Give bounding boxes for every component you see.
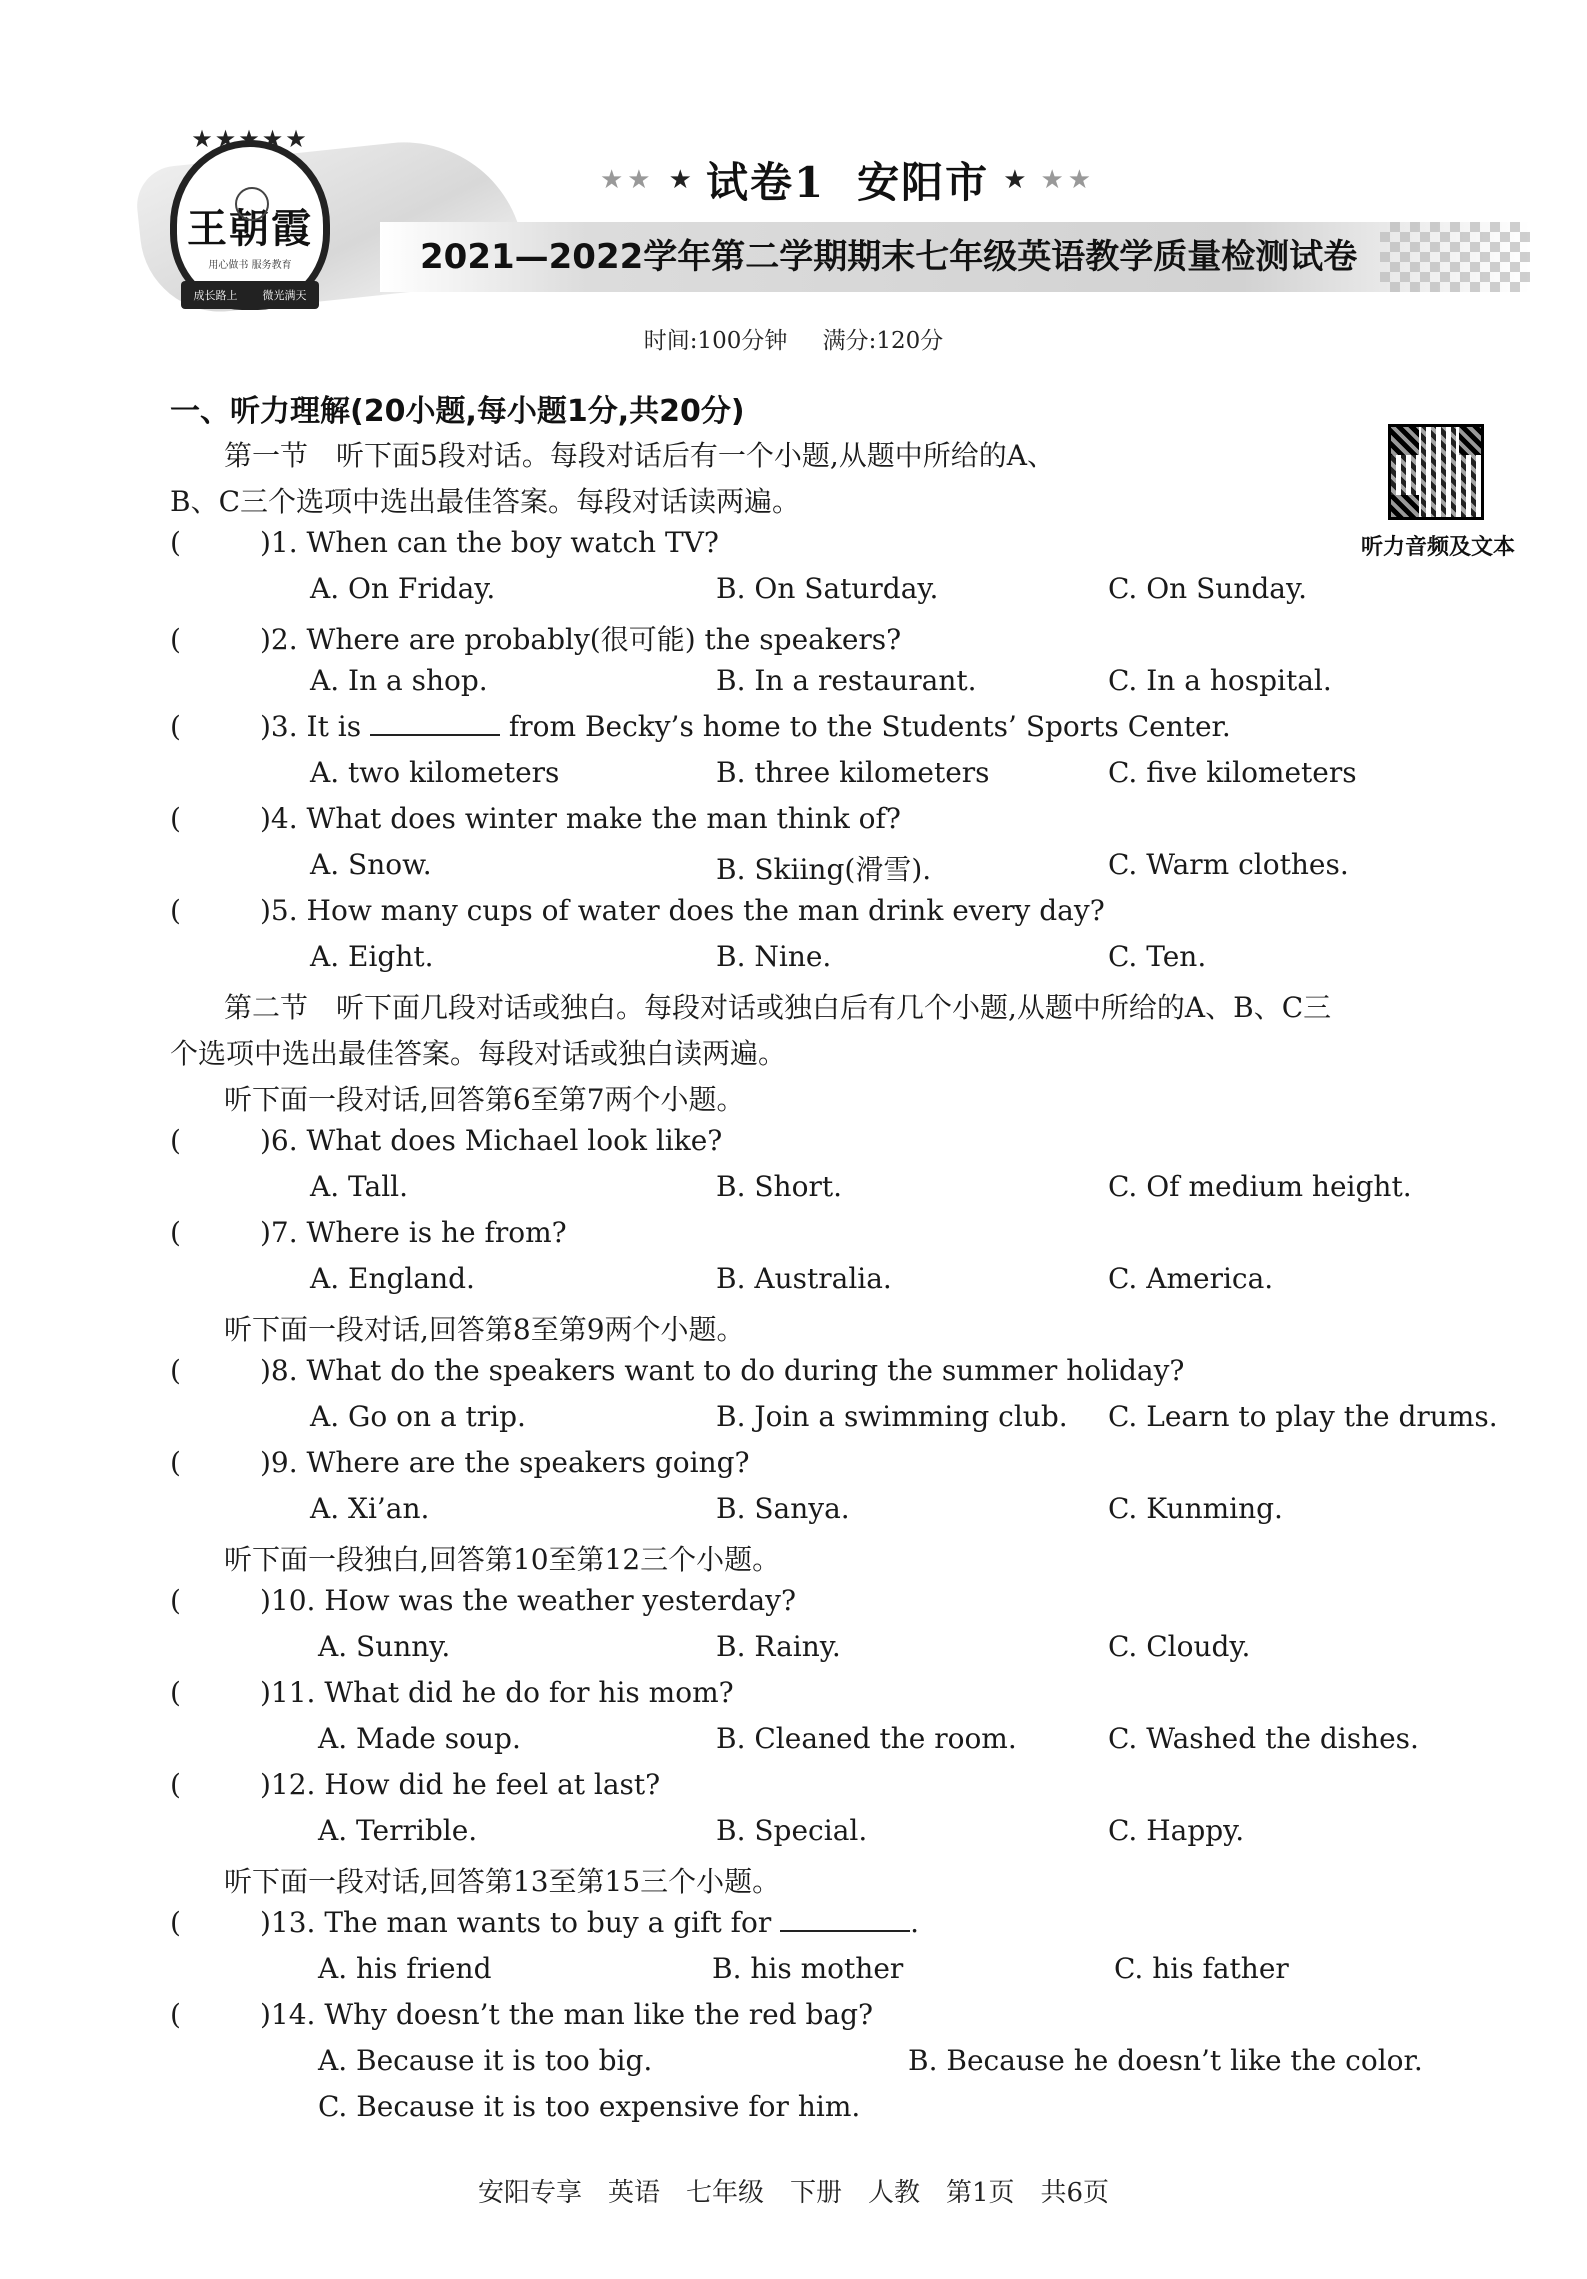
logo-band-left: 成长路上 xyxy=(193,289,238,302)
page-footer: 安阳专享 英语 七年级 下册 人教 第1页 共6页 xyxy=(477,2178,1110,2208)
option-c[interactable]: C. Of medium height. xyxy=(1108,1170,1412,1203)
option-c[interactable]: C. Ten. xyxy=(1108,940,1207,973)
question-6: ( )6. What does Michael look like? xyxy=(170,1124,723,1157)
option-a[interactable]: A. his friend xyxy=(318,1952,492,1985)
question-stem: )12. How did he feel at last? xyxy=(260,1768,661,1801)
answer-blank[interactable] xyxy=(780,1908,910,1932)
exam-city: 安阳市 xyxy=(857,158,990,207)
star-icon-left-dark: ★ xyxy=(668,165,692,195)
exam-full-score: 满分:120分 xyxy=(822,328,944,354)
option-a[interactable]: A. Made soup. xyxy=(318,1722,521,1755)
question-stem: )6. What does Michael look like? xyxy=(260,1124,723,1157)
question-stem-start: )13. The man wants to buy a gift for xyxy=(260,1906,772,1939)
answer-blank[interactable] xyxy=(370,712,500,736)
logo-band xyxy=(181,281,319,309)
option-a[interactable]: A. On Friday. xyxy=(310,572,496,605)
option-a[interactable]: A. Snow. xyxy=(310,848,432,881)
option-c[interactable]: C. In a hospital. xyxy=(1108,664,1332,697)
option-a[interactable]: A. Xi’an. xyxy=(310,1492,430,1525)
option-b[interactable]: B. Cleaned the room. xyxy=(716,1722,1017,1755)
part1-intro-line1: 第一节 听下面5段对话。每段对话后有一个小题,从题中所给的A、 xyxy=(224,439,1055,472)
exam-title xyxy=(600,150,1095,210)
question-stem: )1. When can the boy watch TV? xyxy=(260,526,719,559)
instruction-13-15: 听下面一段对话,回答第13至第15三个小题。 xyxy=(224,1865,781,1898)
stars-icon: ★★★★★ xyxy=(191,125,309,153)
option-a[interactable]: A. Go on a trip. xyxy=(310,1400,526,1433)
option-a[interactable]: A. Tall. xyxy=(310,1170,409,1203)
question-stem-end: from Becky’s home to the Students’ Sports Center. xyxy=(508,710,1231,743)
option-b[interactable]: B. Australia. xyxy=(716,1262,892,1295)
question-14: ( )14. Why doesn’t the man like the red bag? xyxy=(170,1998,874,2031)
instruction-8-9: 听下面一段对话,回答第8至第9两个小题。 xyxy=(224,1313,745,1346)
logo-name: 王朝霞 xyxy=(187,205,313,252)
logo-badge xyxy=(170,125,330,310)
option-b[interactable]: B. Nine. xyxy=(716,940,832,973)
emblem-icon xyxy=(235,187,269,221)
option-c[interactable]: C. five kilometers xyxy=(1108,756,1357,789)
question-stem: )8. What do the speakers want to do during the summer holiday? xyxy=(260,1354,1185,1387)
star-icon-right-dark: ★ xyxy=(1003,165,1027,195)
option-c[interactable]: C. On Sunday. xyxy=(1108,572,1307,605)
question-10: ( )10. How was the weather yesterday? xyxy=(170,1584,796,1617)
option-c[interactable]: C. Learn to play the drums. xyxy=(1108,1400,1498,1433)
logo-slogan: 用心做书 服务教育 xyxy=(208,260,292,271)
question-11: ( )11. What did he do for his mom? xyxy=(170,1676,734,1709)
option-b[interactable]: B. In a restaurant. xyxy=(716,664,977,697)
qr-label: 听力音频及文本 xyxy=(1360,535,1515,560)
subtitle-bar xyxy=(380,222,1530,292)
qr-code-icon[interactable] xyxy=(1388,424,1484,520)
option-c[interactable]: C. Happy. xyxy=(1108,1814,1245,1847)
question-13: ( )13. The man wants to buy a gift for . xyxy=(170,1906,920,1939)
option-b[interactable]: B. Short. xyxy=(716,1170,842,1203)
question-stem: )14. Why doesn’t the man like the red bag? xyxy=(260,1998,874,2031)
option-a[interactable]: A. In a shop. xyxy=(310,664,488,697)
question-8: ( )8. What do the speakers want to do during the summer holiday? xyxy=(170,1354,1185,1387)
option-c[interactable]: C. Warm clothes. xyxy=(1108,848,1349,881)
option-b[interactable]: B. Because he doesn’t like the color. xyxy=(908,2044,1423,2077)
option-c[interactable]: C. Cloudy. xyxy=(1108,1630,1251,1663)
option-a[interactable]: A. England. xyxy=(310,1262,475,1295)
exam-time: 时间:100分钟 xyxy=(643,328,788,354)
question-2: ( )2. Where are probably(很可能) the speakers? xyxy=(170,618,901,658)
question-stem: )11. What did he do for his mom? xyxy=(260,1676,734,1709)
option-b[interactable]: B. Special. xyxy=(716,1814,868,1847)
option-b[interactable]: B. Rainy. xyxy=(716,1630,841,1663)
question-stem-start: )3. It is xyxy=(260,710,362,743)
question-stem: )5. How many cups of water does the man drink every day? xyxy=(260,894,1105,927)
question-stem: )4. What does winter make the man think of? xyxy=(260,802,901,835)
question-stem: )10. How was the weather yesterday? xyxy=(260,1584,796,1617)
question-stem-end: . xyxy=(910,1906,920,1939)
option-a[interactable]: A. Terrible. xyxy=(318,1814,478,1847)
question-stem: )2. Where are probably(很可能) the speakers? xyxy=(260,623,902,656)
section-heading: 一、听力理解(20小题,每小题1分,共20分) xyxy=(170,394,745,429)
option-b[interactable]: B. three kilometers xyxy=(716,756,990,789)
option-c[interactable]: C. Kunming. xyxy=(1108,1492,1283,1525)
question-12: ( )12. How did he feel at last? xyxy=(170,1768,661,1801)
question-stem: )9. Where are the speakers going? xyxy=(260,1446,750,1479)
logo-band-right: 微光满天 xyxy=(262,289,307,302)
option-b[interactable]: B. Join a swimming club. xyxy=(716,1400,1068,1433)
question-3: ( )3. It is from Becky’s home to the Students’ Sports Center. xyxy=(170,710,1231,743)
question-1: ( )1. When can the boy watch TV? xyxy=(170,526,719,559)
star-icon-right: ★★ xyxy=(1040,165,1096,195)
question-4: ( )4. What does winter make the man think of? xyxy=(170,802,901,835)
option-a[interactable]: A. two kilometers xyxy=(310,756,560,789)
part1-intro-line2: B、C三个选项中选出最佳答案。每段对话读两遍。 xyxy=(170,485,801,518)
star-icon-left: ★★ xyxy=(600,165,655,195)
option-a[interactable]: A. Eight. xyxy=(310,940,434,973)
option-b[interactable]: B. On Saturday. xyxy=(716,572,939,605)
checker-decoration xyxy=(1380,222,1530,292)
option-b[interactable]: B. his mother xyxy=(712,1952,904,1985)
exam-label: 试卷1 xyxy=(705,158,826,207)
option-c[interactable]: C. America. xyxy=(1108,1262,1274,1295)
question-7: ( )7. Where is he from? xyxy=(170,1216,567,1249)
question-9: ( )9. Where are the speakers going? xyxy=(170,1446,750,1479)
instruction-10-12: 听下面一段独白,回答第10至第12三个小题。 xyxy=(224,1543,781,1576)
option-c[interactable]: C. Because it is too expensive for him. xyxy=(318,2090,861,2123)
exam-subtitle: 2021—2022学年第二学期期末七年级英语教学质量检测试卷 xyxy=(420,237,1358,277)
option-a[interactable]: A. Because it is too big. xyxy=(318,2044,653,2077)
part2-intro-line1: 第二节 听下面几段对话或独白。每段对话或独白后有几个小题,从题中所给的A、B、C三 xyxy=(224,991,1332,1024)
option-b[interactable]: B. Sanya. xyxy=(716,1492,850,1525)
option-c[interactable]: C. his father xyxy=(1114,1952,1289,1985)
time-score-line xyxy=(0,322,1587,355)
question-stem: )7. Where is he from? xyxy=(260,1216,567,1249)
instruction-6-7: 听下面一段对话,回答第6至第7两个小题。 xyxy=(224,1083,745,1116)
part2-intro-line2: 个选项中选出最佳答案。每段对话或独白读两遍。 xyxy=(170,1037,787,1070)
question-5: ( )5. How many cups of water does the man drink every day? xyxy=(170,894,1105,927)
option-c[interactable]: C. Washed the dishes. xyxy=(1108,1722,1419,1755)
option-b[interactable]: B. Skiing(滑雪). xyxy=(716,853,932,886)
option-a[interactable]: A. Sunny. xyxy=(318,1630,451,1663)
